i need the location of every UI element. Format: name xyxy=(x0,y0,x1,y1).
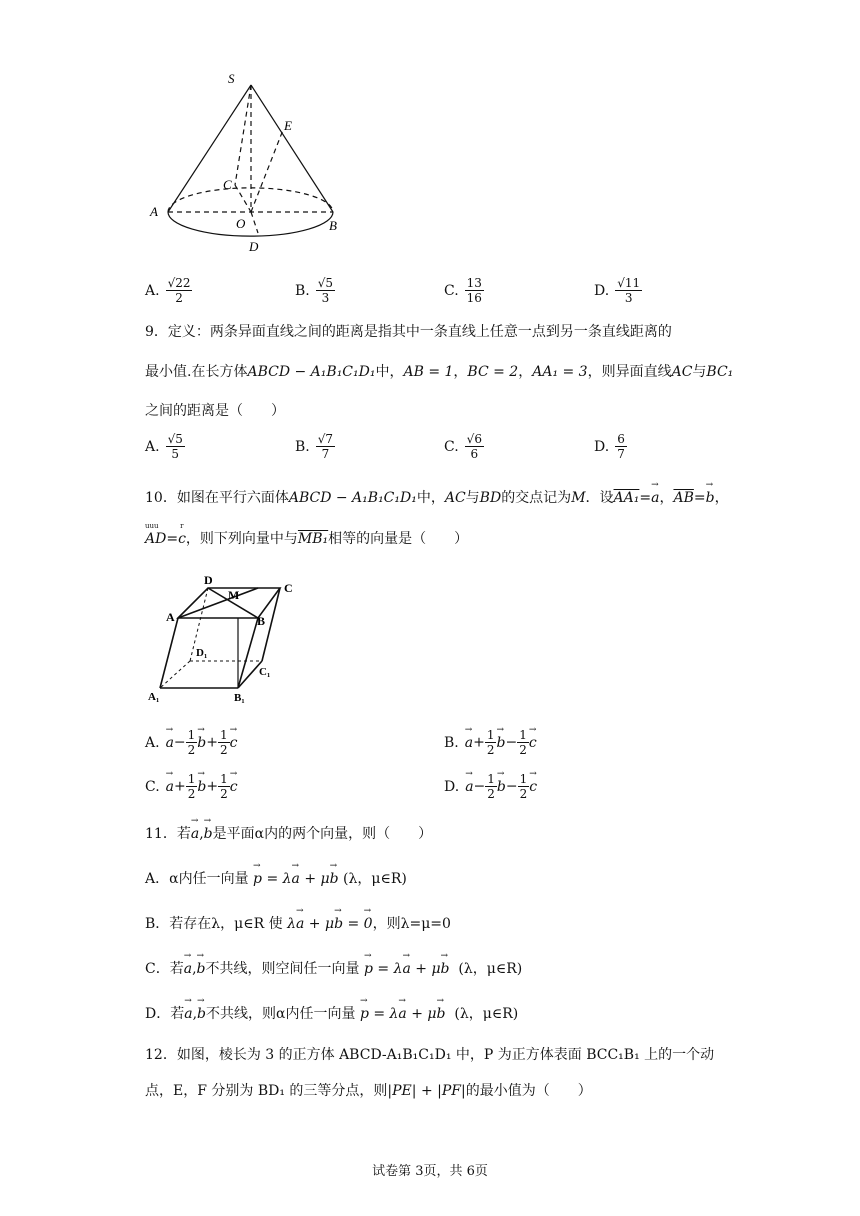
par-label-a: A xyxy=(166,610,175,624)
q9-line-3: 之间的距离是（ ） xyxy=(145,403,285,419)
q12-line-2: 点，E，F 分别为 BD₁ 的三等分点，则|PE| + |PF|的最小值为（ ） xyxy=(145,1083,592,1099)
par-label-m: M xyxy=(228,588,240,602)
cone-label-c: C xyxy=(223,177,232,192)
q9-option-c[interactable]: C. $\frac{√6}{6}$ xyxy=(444,432,482,461)
cone-label-s: S xyxy=(228,71,235,86)
q8-option-a[interactable]: A. $\frac{√22}{2}$ xyxy=(145,276,191,305)
par-label-a1: A₁ xyxy=(148,691,160,703)
q11-stem: 11．若→ a,→ b是平面α内的两个向量，则（ ） xyxy=(145,823,432,843)
q11-option-a[interactable]: A．α内任一向量 → p = λ→ a + μ→ b (λ，μ∈R) xyxy=(145,868,407,888)
cone-label-e: E xyxy=(284,118,292,133)
cone-figure xyxy=(140,65,360,260)
q10-line-1: 10．如图在平行六面体ABCD − A₁B₁C₁D₁中，AC与BD的交点记为M．设AA₁=→ a，$\overline{AB}=\to b$， xyxy=(145,487,729,507)
cone-label-a: A xyxy=(150,204,158,219)
q9-option-b[interactable]: B. $\frac{√7}{7}$ xyxy=(295,432,334,461)
par-label-b1: B₁ xyxy=(234,692,245,704)
q10-option-c[interactable]: C. → a+ $\frac{1}{2}$ → b+ $\frac{1}{2}$ → c xyxy=(145,772,238,801)
q9-line-2: 最小值.在长方体ABCD − A₁B₁C₁D₁中，AB = 1，BC = 2，AA₁ = 3，则异面直线AC与BC₁ xyxy=(145,364,734,380)
cone-label-b: B xyxy=(329,218,337,233)
q8-option-c[interactable]: C. $\frac{13}{16}$ xyxy=(444,276,482,305)
q9-option-a[interactable]: A. $\frac{√5}{5}$ xyxy=(145,432,183,461)
q10-option-a[interactable]: A. → a− $\frac{1}{2}$ → b+ $\frac{1}{2}$ → c xyxy=(145,728,237,757)
q10-option-b[interactable]: B. → a+ $\frac{1}{2}$ → b− $\frac{1}{2}$ → c xyxy=(444,728,537,757)
q10-line-2: uuu AD= r c，则下列向量中与MB₁相等的向量是（ ） xyxy=(145,522,469,547)
par-label-c: C xyxy=(284,581,293,595)
cone-label-d: D xyxy=(249,239,259,254)
par-label-b: B xyxy=(257,614,266,628)
q8-option-b[interactable]: B. $\frac{√5}{3}$ xyxy=(295,276,334,305)
q9-option-d[interactable]: D. $\frac{6}{7}$ xyxy=(594,432,625,461)
page-footer: 试卷第 3页，共 6页 xyxy=(372,1164,488,1179)
q11-option-b[interactable]: B．若存在λ，μ∈R 使 λ→ a + μ→ b = → 0，则λ=μ=0 xyxy=(145,913,451,933)
q11-option-d[interactable]: D．若→ a,→ b不共线，则α内任一向量 → p = λ→ a + μ→ b (λ，μ∈R) xyxy=(145,1003,518,1023)
par-label-d: D xyxy=(204,573,213,587)
par-label-c1: C₁ xyxy=(259,666,271,678)
parallelepiped-figure xyxy=(140,568,310,708)
q11-option-c[interactable]: C．若→ a,→ b不共线，则空间任一向量 → p = λ→ a + μ→ b (λ，μ∈R) xyxy=(145,958,522,978)
q9-line-1: 9．定义：两条异面直线之间的距离是指其中一条直线上任意一点到另一条直线距离的 xyxy=(145,324,672,340)
par-label-d1: D₁ xyxy=(196,647,208,659)
q10-option-d[interactable]: D. → a− $\frac{1}{2}$ → b− $\frac{1}{2}$ → c xyxy=(444,772,537,801)
q8-option-d[interactable]: D. $\frac{√11}{3}$ xyxy=(594,276,641,305)
cone-label-o: O xyxy=(236,216,246,231)
q12-line-1: 12．如图，棱长为 3 的正方体 ABCD-A₁B₁C₁D₁ 中，P 为正方体表面 BCC₁B₁ 上的一个动 xyxy=(145,1047,715,1063)
